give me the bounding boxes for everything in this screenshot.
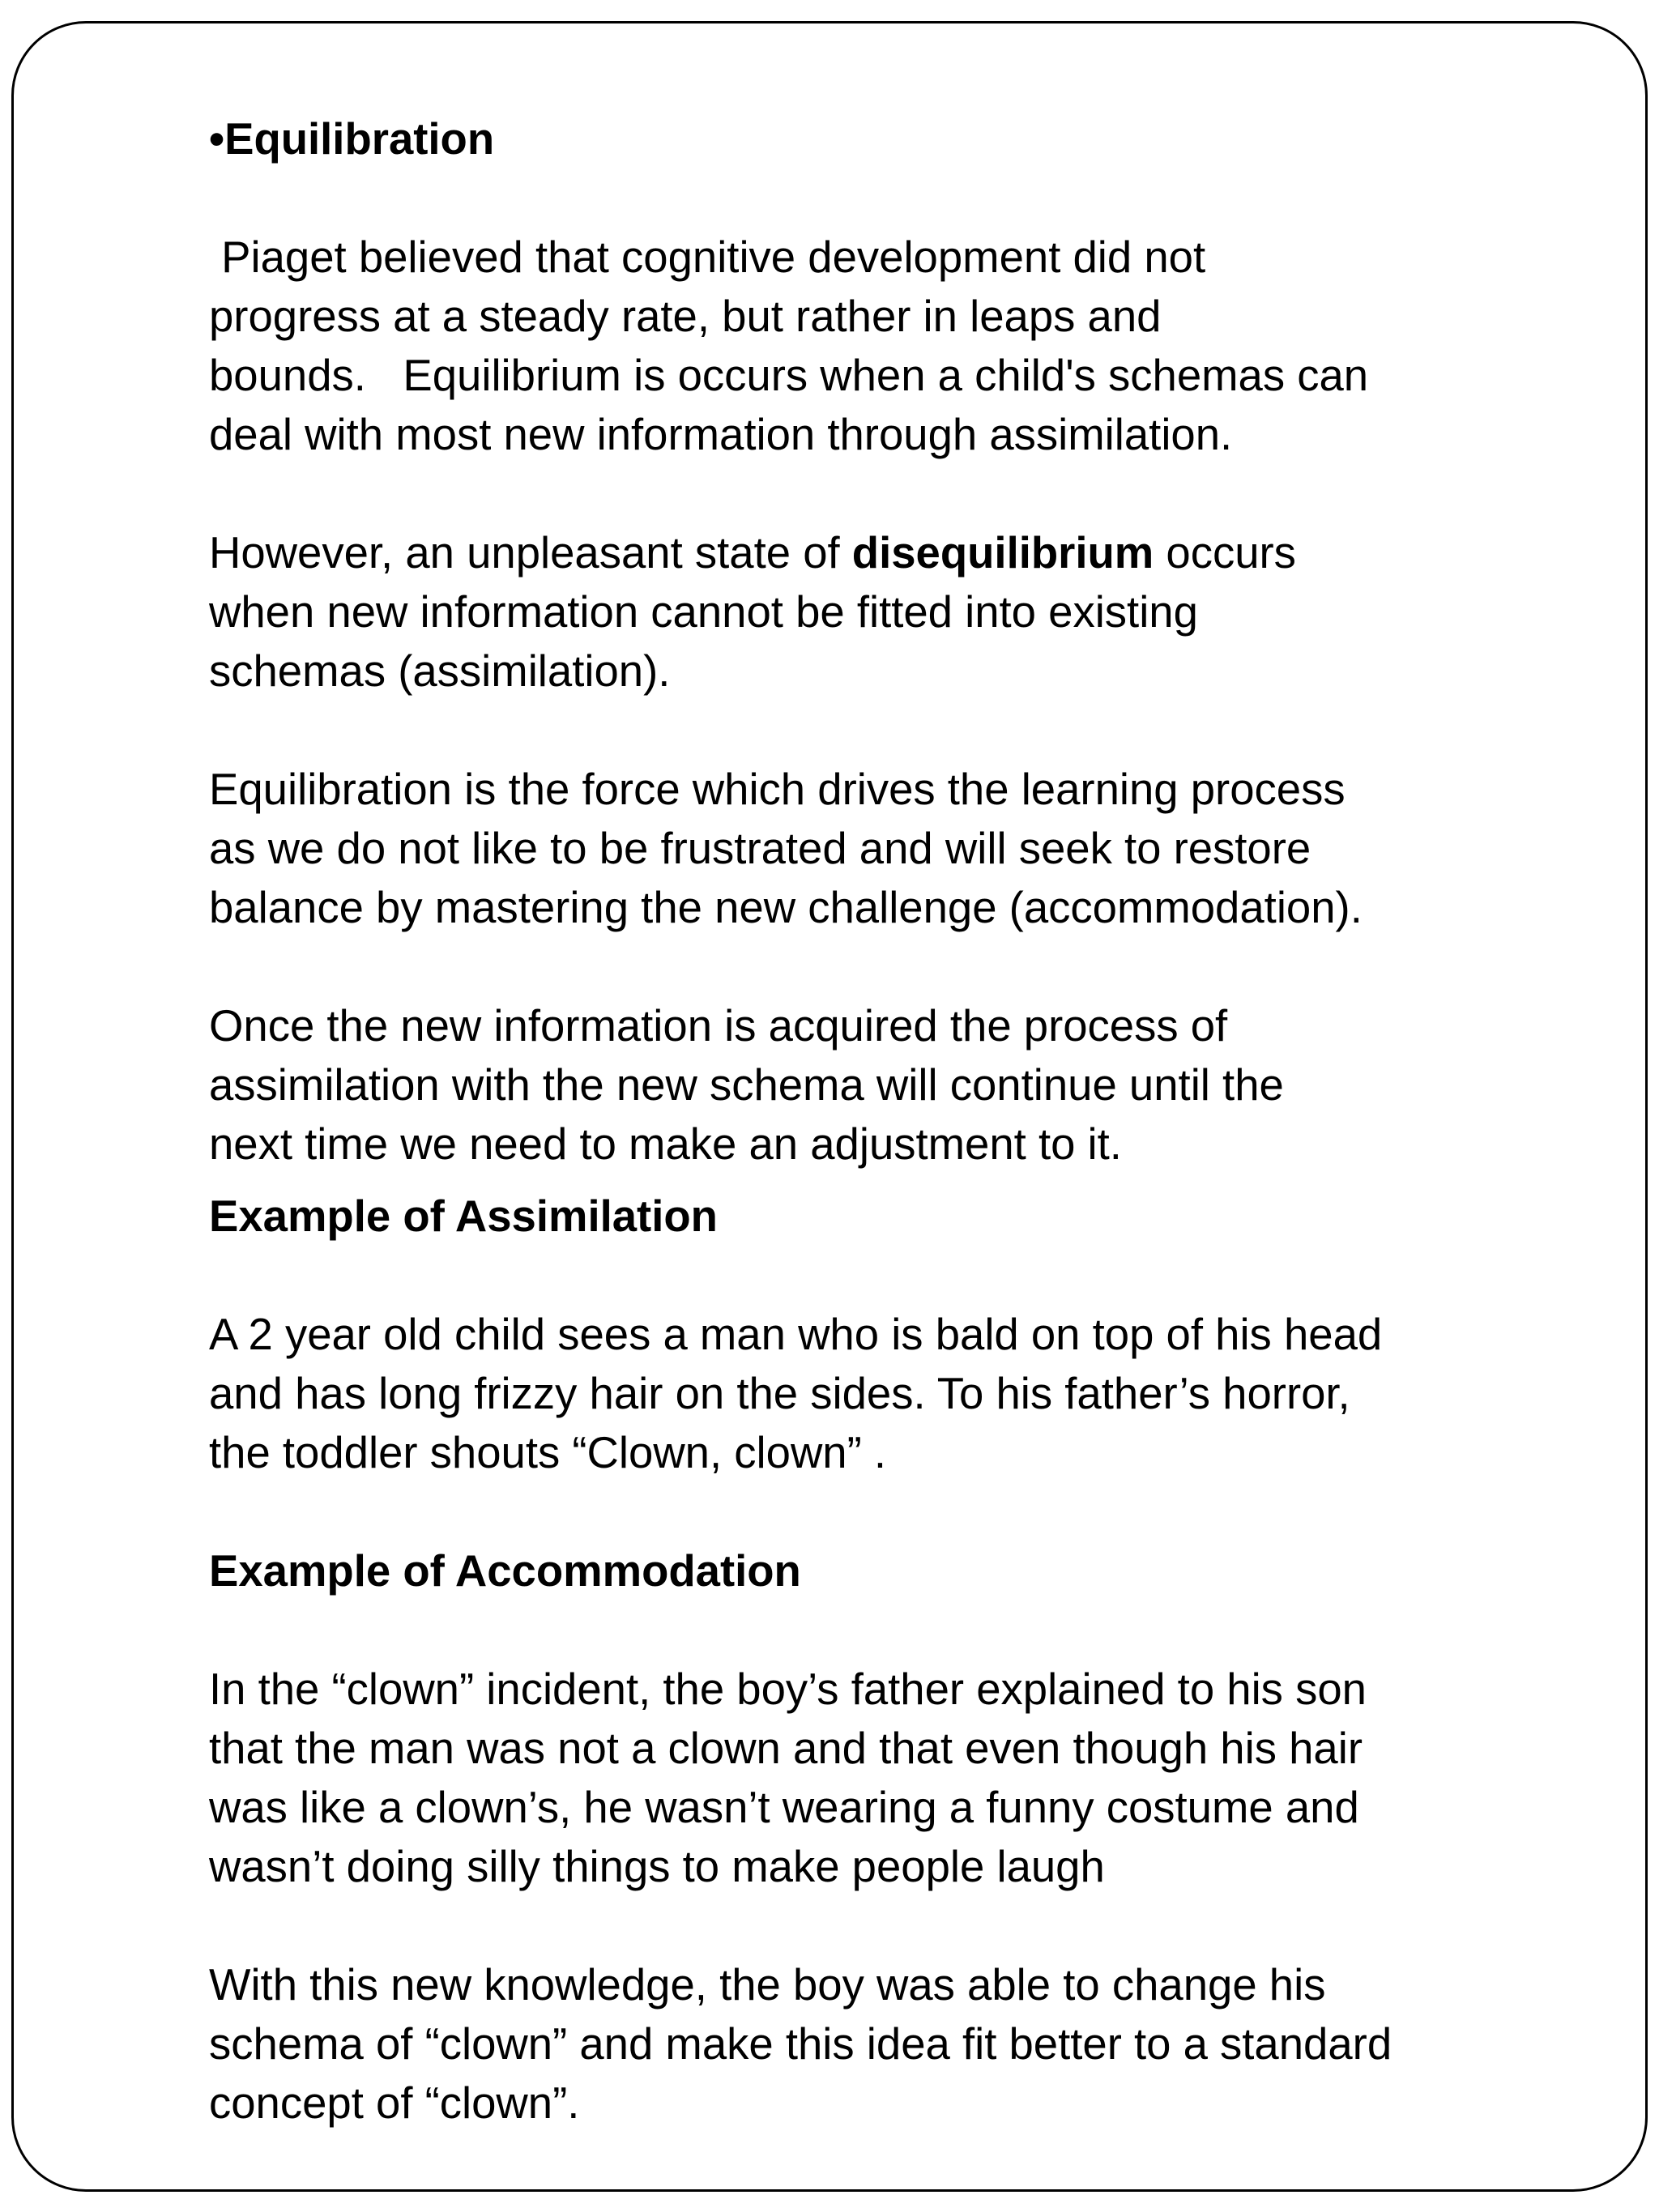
paragraph-line: deal with most new information through assimilation. xyxy=(209,410,1233,459)
paragraph-line: when new information cannot be fitted into existing xyxy=(209,587,1198,637)
paragraph-line: Once the new information is acquired the process of xyxy=(209,1001,1228,1051)
paragraph-line: progress at a steady rate, but rather in leaps and xyxy=(209,292,1162,341)
paragraph-line: as we do not like to be frustrated and will seek to restore xyxy=(209,824,1311,873)
paragraph-line: assimilation with the new schema will continue until the xyxy=(209,1060,1284,1110)
paragraph-line: Piaget believed that cognitive development did not xyxy=(209,232,1206,282)
paragraph-line: the toddler shouts “Clown, clown” . xyxy=(209,1428,887,1477)
paragraph-line: schema of “clown” and make this idea fit better to a standard xyxy=(209,2019,1392,2069)
paragraph-line: bounds. Equilibrium is occurs when a child's schemas can xyxy=(209,351,1369,400)
accommodation-heading: Example of Accommodation xyxy=(209,1546,801,1596)
section-heading xyxy=(209,114,495,164)
section-heading-text: Equilibration xyxy=(224,114,495,164)
paragraph-line: Equilibration is the force which drives the learning process xyxy=(209,765,1346,814)
paragraph-line: wasn’t doing silly things to make people laugh xyxy=(209,1842,1105,1891)
paragraph-line: A 2 year old child sees a man who is bald on top of his head xyxy=(209,1310,1383,1359)
text-segment: occurs xyxy=(1154,528,1296,578)
paragraph-line: and has long frizzy hair on the sides. To his father’s horror, xyxy=(209,1369,1350,1418)
text-segment: However, an unpleasant state of xyxy=(209,528,852,578)
disequilibrium-term: disequilibrium xyxy=(851,528,1154,578)
paragraph-line: was like a clown’s, he wasn’t wearing a funny costume and xyxy=(209,1783,1359,1832)
paragraph-line xyxy=(209,528,1296,578)
paragraph-line: next time we need to make an adjustment to it. xyxy=(209,1119,1122,1169)
paragraph-line: With this new knowledge, the boy was able to change his xyxy=(209,1960,1326,2010)
paragraph-line: concept of “clown”. xyxy=(209,2078,580,2128)
paragraph-line: that the man was not a clown and that even though his hair xyxy=(209,1724,1363,1773)
bullet: • xyxy=(209,114,225,164)
paragraph-line: schemas (assimilation). xyxy=(209,646,671,696)
paragraph-line: balance by mastering the new challenge (accommodation). xyxy=(209,883,1363,932)
assimilation-heading: Example of Assimilation xyxy=(209,1191,718,1241)
paragraph-line: In the “clown” incident, the boy’s father explained to his son xyxy=(209,1664,1367,1714)
